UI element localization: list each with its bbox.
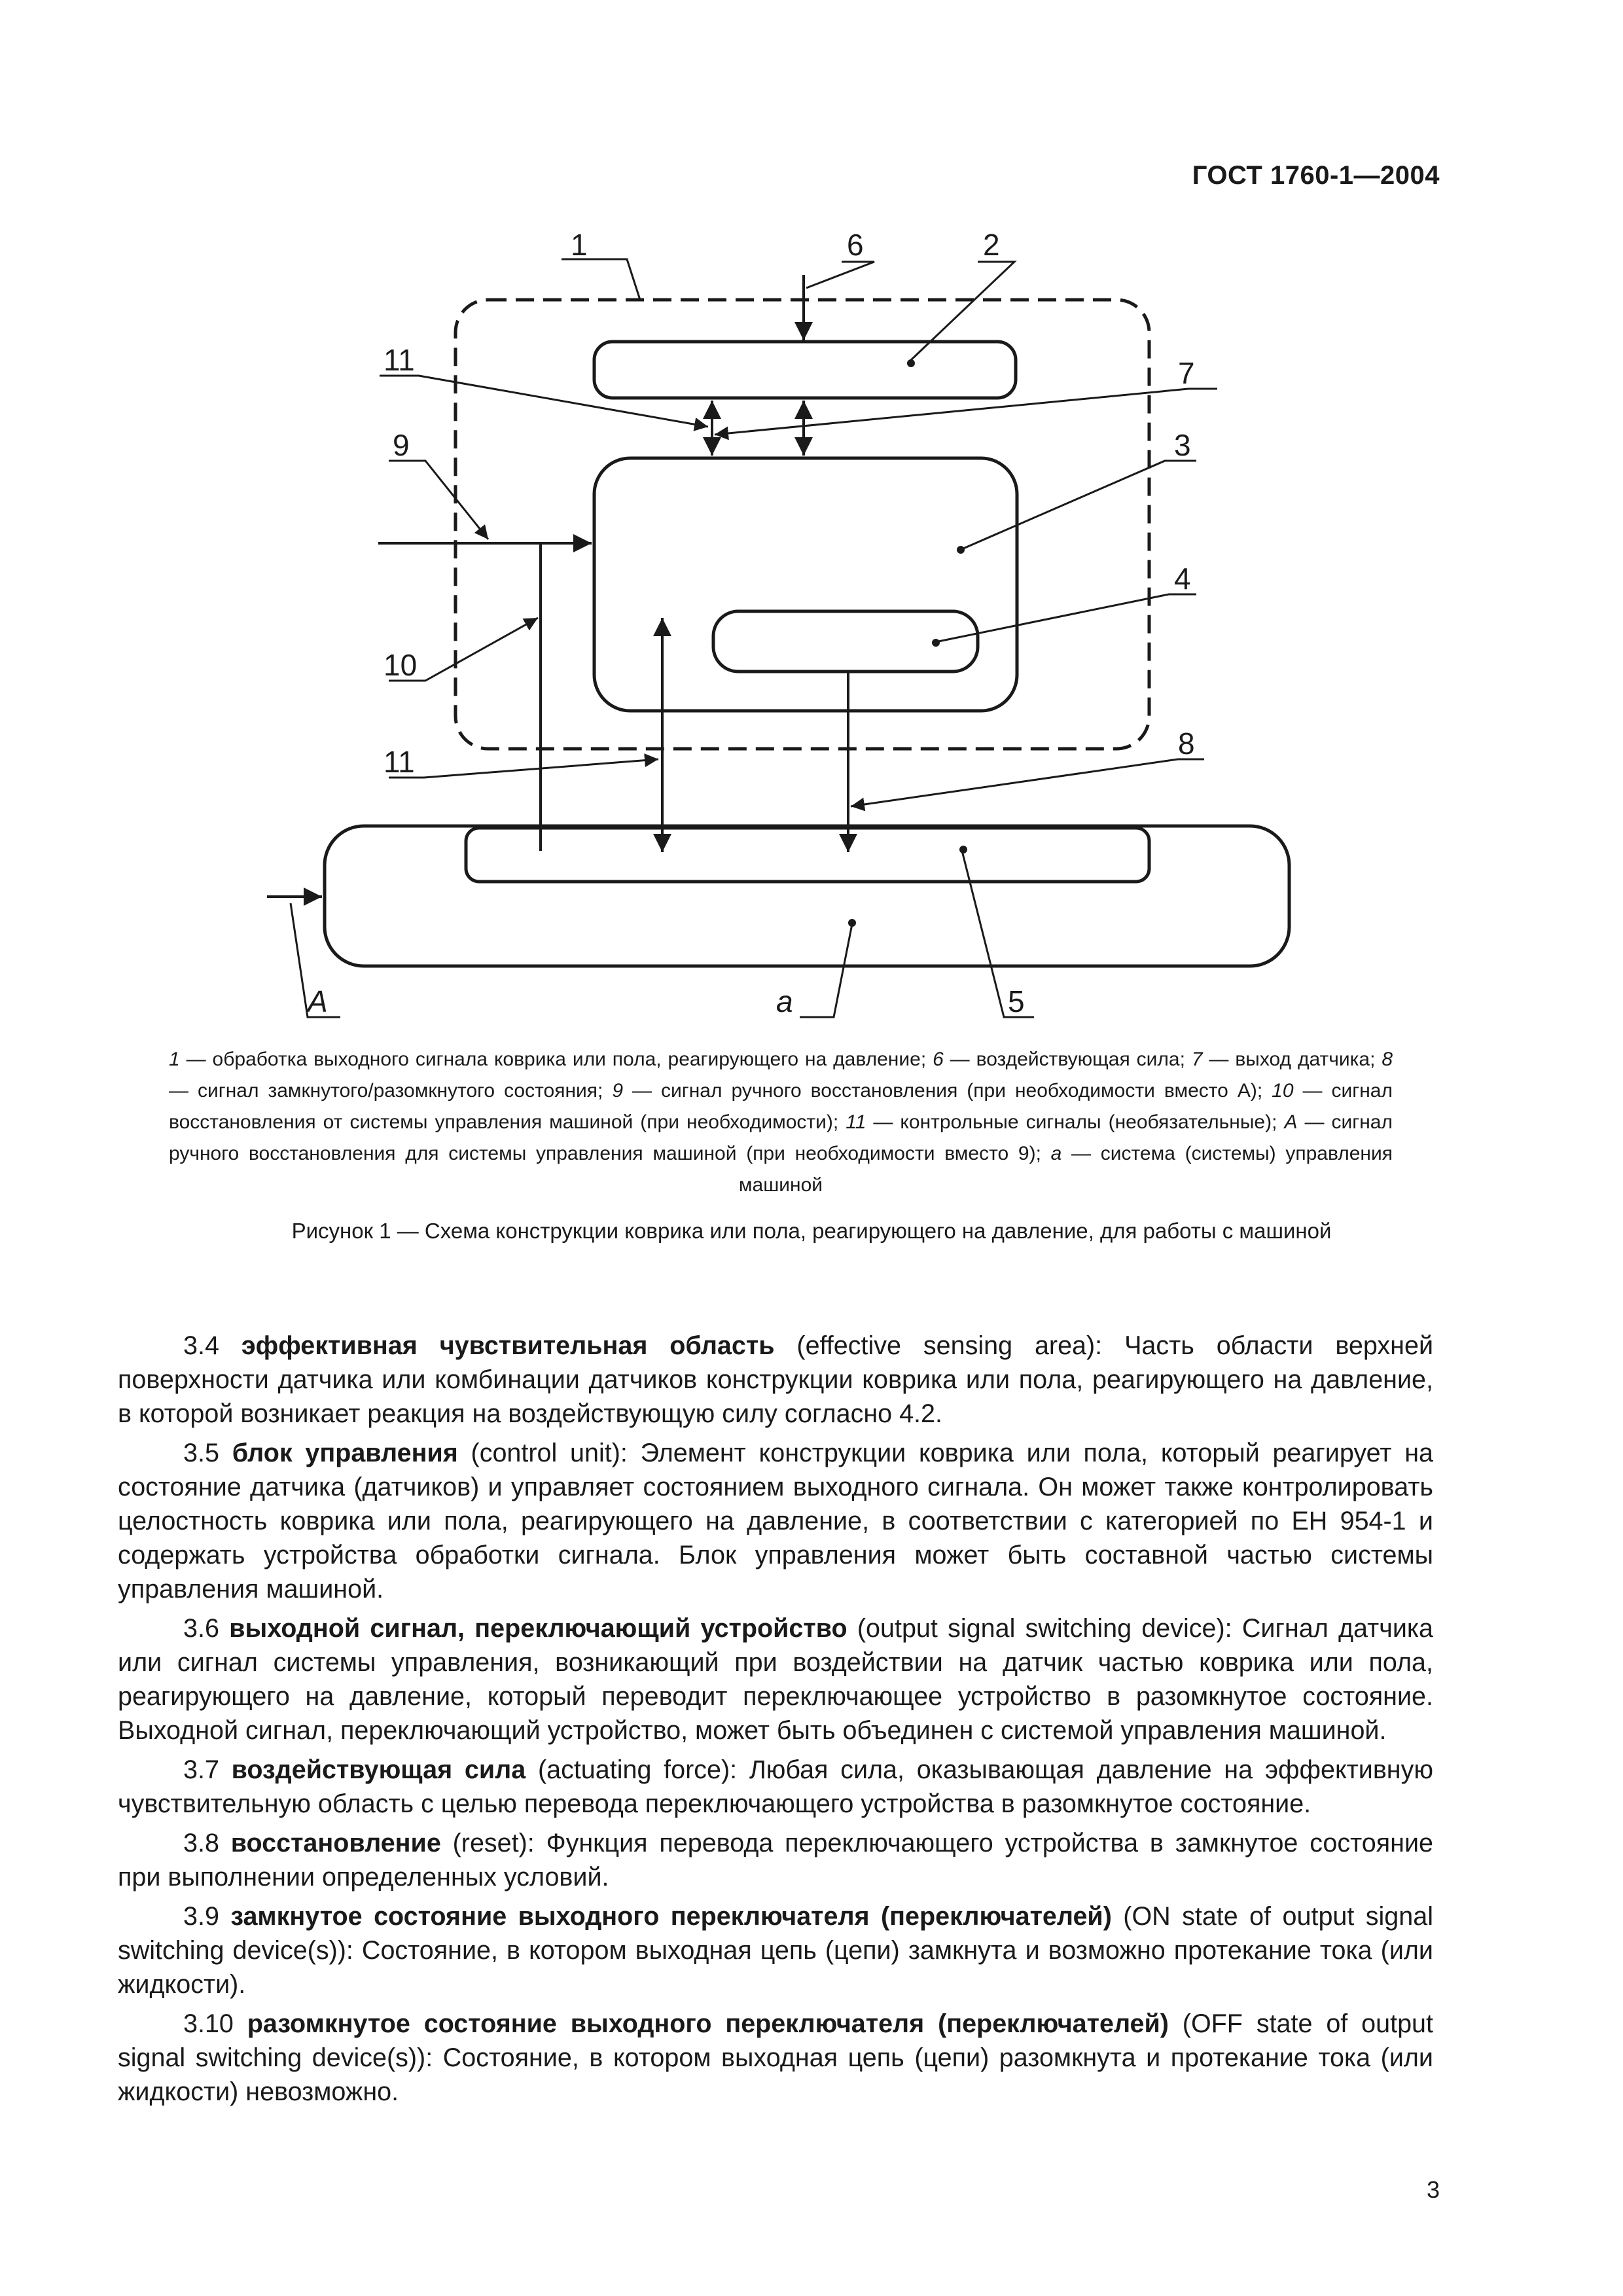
- figure-diagram: [0, 0, 1623, 1021]
- block-5: [466, 828, 1149, 882]
- definition-3-9: 3.9 замкнутое состояние выходного переключателя (переключателей) (ON state of output signal switching device(s)): Состояние, в котором выходная цепь (цепи) замкнута и возможно протекание тока (или жидкости).: [118, 1902, 1433, 1999]
- page-number: 3: [1426, 2176, 1440, 2203]
- enclosure-dashed: [455, 300, 1149, 749]
- definition-3-6: 3.6 выходной сигнал, переключающий устройство (output signal switching device): Сигнал датчика или сигнал системы управления, возникающий при воздействии на датчик частью коврика или пола, реагирующего на давление, который переводит переключающее устройство в разомкнутое состояние. Выходной сигнал, переключающий устройство, может быть объединен с системой управления машиной.: [118, 1614, 1434, 1745]
- label-11-upper: 11: [383, 343, 415, 377]
- label-2: 2: [983, 228, 1000, 262]
- label-a: a: [776, 984, 793, 1018]
- label-8: 8: [1178, 726, 1195, 761]
- block-a: [325, 826, 1289, 966]
- block-2: [594, 342, 1016, 398]
- definition-3-10: 3.10 разомкнутое состояние выходного переключателя (переключателей) (OFF state of output signal switching device(s)): Состояние, в котором выходная цепь (цепи) разомкнута и протекание тока (или жидкости) невозможно.: [118, 2009, 1433, 2106]
- figure-caption: Рисунок 1 — Схема конструкции коврика или пола, реагирующего на давление, для работы с машиной: [291, 1219, 1332, 1243]
- label-11-lower: 11: [383, 745, 415, 779]
- label-5: 5: [1008, 984, 1025, 1018]
- label-3: 3: [1174, 428, 1191, 462]
- definition-3-5: 3.5 блок управления (control unit): Элемент конструкции коврика или пола, который реагирует на состояние датчика (датчиков) и управляет состоянием выходного сигнала. Он может также контролировать целостность коврика или пола, реагирующего на давление, в соответствии с категорией по ЕН 954-1 и содержать устройства обработки сигнала. Блок управления может быть составной частью системы управления машиной.: [118, 1439, 1433, 1604]
- definition-3-4: 3.4 эффективная чувствительная область (effective sensing area): Часть области верхней поверхности датчика или комбинации датчиков конструкции коврика или пола, реагирующего на давление, в которой возникает реакция на воздействующую силу согласно 4.2.: [118, 1331, 1434, 1428]
- label-7: 7: [1178, 356, 1195, 390]
- document-header: ГОСТ 1760-1—2004: [1192, 161, 1440, 190]
- label-9: 9: [393, 428, 410, 462]
- definition-3-8: 3.8 восстановление (reset): Функция перевода переключающего устройства в замкнутое состояние при выполнении определенных условий.: [118, 1829, 1433, 1892]
- label-4: 4: [1174, 562, 1191, 596]
- label-A: A: [308, 984, 328, 1018]
- definition-3-7: 3.7 воздействующая сила (actuating force): Любая сила, оказывающая давление на эффективную чувствительную область с целью перевода переключающего устройства в разомкнутое состояние.: [118, 1755, 1433, 1818]
- label-6: 6: [847, 228, 864, 262]
- label-10: 10: [383, 648, 418, 682]
- figure-legend: 1 — обработка выходного сигнала коврика или пола, реагирующего на давление; 6 — воздействующая сила; 7 — выход датчика; 8 — сигнал замкнутого/разомкнутого состояния; 9 — сигнал ручного восстановления (при необходимости вместо А); 10 — сигнал восстановления от системы управления машиной (при необходимости); 11 — контрольные сигналы (необязательные); А — сигнал ручного восстановления для системы управления машиной (при необходимости вместо 9); а — система (системы) управления машиной: [169, 1049, 1393, 1196]
- definitions-section: [118, 1329, 1433, 2114]
- label-1: 1: [571, 228, 588, 262]
